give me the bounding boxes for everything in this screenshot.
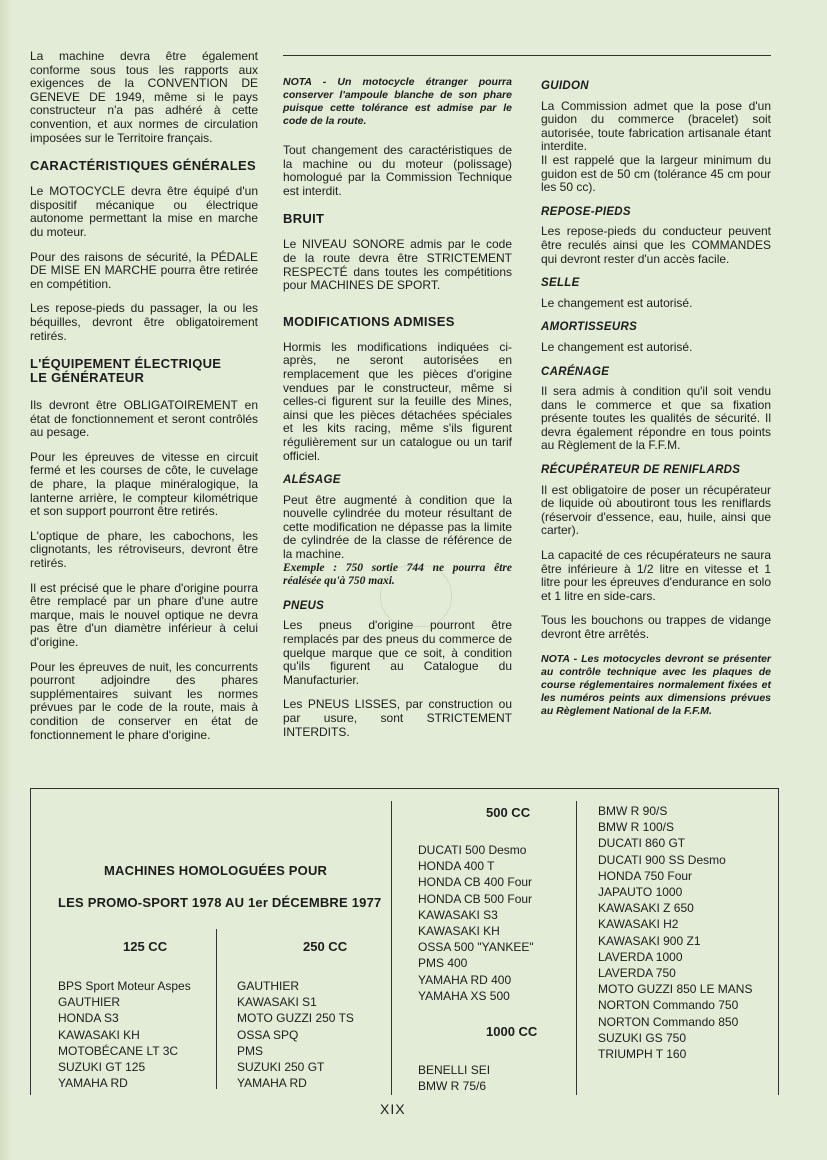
list-item: BENELLI SEI	[418, 1063, 491, 1077]
list-item: NORTON Commando 750	[598, 998, 739, 1013]
paragraph-changement: Tout changement des caractéristiques de la machine ou du moteur (polissage) homologué par la Commission Technique est interdit.	[283, 143, 512, 198]
paragraph-motocycle: Le MOTOCYCLE devra être équipé d'un dispositif mécanique ou électrique autonome permettant la mise en marche du moteur.	[30, 184, 258, 239]
heading-equipement	[30, 357, 258, 385]
list-item: HONDA CB 400 Four	[418, 875, 533, 890]
paragraph-repose-pieds: Les repose-pieds du conducteur peuvent être reculés ainsi que les COMMANDES qui devront rester d'un accès facile.	[541, 224, 771, 266]
heading-pneus: PNEUS	[283, 599, 325, 612]
paragraph-selle: Le changement est autorisé.	[541, 295, 693, 310]
heading-125cc: 125 CC	[123, 939, 168, 954]
list-item: YAMAHA RD	[58, 1076, 128, 1091]
list-item: MOTO GUZZI 850 LE MANS	[598, 982, 753, 997]
paragraph-capacite: La capacité de ces récupérateurs ne saura être inférieure à 1/2 litre en vitesse et 1 litre pour les épreuves d'endurance en solo et 1 litre en side-cars.	[541, 548, 771, 603]
list-item: OSSA 500 "YANKEE"	[418, 940, 534, 955]
list-item: HONDA 750 Four	[598, 868, 693, 883]
box-title-line1: MACHINES HOMOLOGUÉES POUR	[104, 863, 328, 878]
page-edge	[0, 0, 12, 1160]
list-item: SUZUKI GS 750	[598, 1030, 687, 1045]
paragraph-modifications: Hormis les modifications indiquées ci-après, ne seront autorisées en remplacement que les pièces d'origine vendues par le constructeur, même si celles-ci figurent sur la feuille des Mines, ainsi que les pièces détachées spéciales et les kits racing, même s'ils figurent régulièrement sur un catalogue ou un tarif officiel.	[283, 339, 512, 463]
machines-homologuees-box	[30, 788, 779, 1095]
list-item: HONDA CB 500 Four	[418, 891, 533, 906]
list-item: BMW R 100/S	[598, 820, 675, 835]
list-item: KAWASAKI S1	[237, 995, 317, 1010]
heading-bruit: BRUIT	[283, 211, 325, 227]
heading-caracteristiques: CARACTÉRISTIQUES GÉNÉRALES	[30, 158, 256, 174]
list-item: KAWASAKI 900 Z1	[598, 933, 701, 948]
list-item: MOTOBÉCANE LT 3C	[58, 1043, 179, 1058]
list-item: KAWASAKI KH	[58, 1027, 140, 1042]
paragraph-amortisseurs: Le changement est autorisé.	[541, 339, 693, 354]
list-item: HONDA S3	[58, 1011, 119, 1026]
paragraph-bouchons: Tous les bouchons ou trappes de vidange devront être arrêtés.	[541, 613, 771, 641]
paragraph-obligatoirement: Ils devront être OBLIGATOIREMENT en état de fonctionnement et seront contrôlés au pesage.	[30, 398, 258, 440]
list-125cc	[58, 978, 191, 1091]
heading-500cc: 500 CC	[486, 805, 531, 820]
list-item: KAWASAKI Z 650	[598, 901, 694, 916]
paragraph-pedale: Pour des raisons de sécurité, la PÉDALE DE MISE EN MARCHE pourra être retirée en compétition.	[30, 249, 258, 291]
heading-recuperateur: RÉCUPÉRATEUR DE RENIFLARDS	[541, 464, 741, 477]
paragraph-exemple: Exemple : 750 sortie 744 ne pourra être réalésée qu'à 750 maxi.	[283, 561, 512, 588]
list-item: LAVERDA 750	[598, 966, 676, 981]
rule-1000	[576, 801, 577, 1095]
list-item: BMW R 90/S	[598, 804, 668, 818]
list-item: KAWASAKI H2	[598, 917, 679, 932]
box-title-line2: LES PROMO-SPORT 1978 AU 1er DÉCEMBRE 1977	[58, 895, 382, 910]
paragraph-nuit: Pour les épreuves de nuit, les concurrents pourront adjoindre des phares supplémentaires suivant les normes prévues par le code de la route, mais à condition de conserver en état de fonctionnement le phare d'origine.	[30, 659, 258, 742]
nota-plaques: NOTA - Les motocycles devront se présenter au contrôle technique avec les plaques de course réglementaires normalement fixées et les numéros peints aux dimensions prévues au Règlement National de la F.F.M.	[541, 652, 771, 717]
heading-amortisseurs: AMORTISSEURS	[541, 321, 638, 334]
paragraph-vitesse: Pour les épreuves de vitesse en circuit fermé et les courses de côte, le cuvelage de phare, la plaque minéralogique, la lanterne arrière, le compteur kilométrique et son support pourront être retirés.	[30, 449, 258, 519]
column-1	[30, 50, 258, 753]
list-item: MOTO GUZZI 250 TS	[237, 1011, 354, 1026]
paragraph-phare-origine: Il est précisé que le phare d'origine pourra être remplacé par un phare d'une autre marque, mais le nouvel optique ne devra pas être d'un diamètre inférieur à celui d'origine.	[30, 580, 258, 649]
list-item: OSSA SPQ	[237, 1027, 299, 1042]
paragraph-bruit: Le NIVEAU SONORE admis par le code de la route devra être STRICTEMENT RESPECTÉ dans toutes les compétitions pour MACHINES DE SPORT.	[283, 237, 512, 293]
heading-equipement-line1: L'ÉQUIPEMENT ÉLECTRIQUE	[30, 356, 222, 372]
list-item: HONDA 400 T	[418, 859, 495, 874]
heading-1000cc: 1000 CC	[486, 1024, 538, 1039]
list-500cc	[418, 842, 534, 1004]
list-item: SUZUKI GT 125	[58, 1060, 146, 1075]
list-item: PMS	[237, 1043, 264, 1058]
page-number: XIX	[380, 1101, 406, 1117]
paragraph-guidon-2: Il est rappelé que la largeur minimum du guidon est de 50 cm (tolérance 45 cm pour les 50 cc).	[541, 152, 771, 195]
paragraph-carenage: Il sera admis à condition qu'il soit vendu dans le commerce et que sa fixation présente toutes les qualités de sécurité. Il devra également répondre en tous points au Règlement de la F.F.M.	[541, 384, 771, 453]
list-item: GAUTHIER	[58, 995, 121, 1010]
list-250cc	[237, 978, 354, 1091]
heading-modifications: MODIFICATIONS ADMISES	[283, 313, 455, 329]
list-item: YAMAHA RD 400	[418, 972, 512, 987]
rule-500	[391, 801, 392, 1095]
heading-selle: SELLE	[541, 277, 580, 290]
rule-125-250	[216, 929, 217, 1089]
list-item: YAMAHA RD	[237, 1076, 307, 1091]
heading-carenage: CARÉNAGE	[541, 365, 610, 378]
list-item: KAWASAKI KH	[418, 924, 500, 939]
paragraph-pneus-lisses: Les PNEUS LISSES, par construction ou par usure, sont STRICTEMENT INTERDITS.	[283, 697, 512, 739]
paragraph-optique: L'optique de phare, les cabochons, les clignotants, les rétroviseurs, devront être retirés.	[30, 528, 258, 571]
paragraph-intro: La machine devra être également conforme sous tous les rapports aux exigences de la CONVENTION DE GENEVE DE 1949, même si le pays constructeur n'a pas adhéré à cette convention, et aux normes de circulation imposées sur le Territoire français.	[30, 49, 258, 145]
paragraph-guidon-1: La Commission admet que la pose d'un guidon du commerce (bracelet) soit autorisée, toute fabrication artisanale étant interdite.	[541, 98, 771, 154]
heading-guidon: GUIDON	[541, 80, 589, 92]
list-item: YAMAHA XS 500	[418, 988, 510, 1003]
list-item: DUCATI 900 SS Desmo	[598, 852, 726, 867]
list-item: BMW R 75/6	[418, 1079, 487, 1094]
list-item: TRIUMPH T 160	[598, 1047, 687, 1062]
list-item: BPS Sport Moteur Aspes	[58, 979, 191, 993]
list-item: PMS 400	[418, 956, 468, 971]
list-item: LAVERDA 1000	[598, 949, 683, 964]
heading-repose-pieds: REPOSE-PIEDS	[541, 205, 631, 218]
list-item: DUCATI 500 Desmo	[418, 843, 527, 857]
list-item: JAPAUTO 1000	[598, 885, 683, 900]
list-item: GAUTHIER	[237, 979, 300, 993]
list-item: NORTON Commando 850	[598, 1014, 739, 1029]
list-1000cc-b	[598, 803, 752, 1062]
nota-ampoule: NOTA - Un motocycle étranger pourra conserver l'ampoule blanche de son phare puisque cette tolérance est admise par le code de la route.	[283, 76, 512, 127]
list-1000cc-a	[418, 1062, 490, 1094]
paragraph-alesage: Peut être augmenté à condition que la nouvelle cylindrée du moteur résultant de cette modification ne dépasse pas la limite de cylindrée de la classe de référence de la machine.	[283, 492, 512, 562]
list-item: KAWASAKI S3	[418, 907, 498, 922]
heading-alesage: ALÉSAGE	[283, 474, 341, 487]
list-item: SUZUKI 250 GT	[237, 1060, 325, 1075]
top-rule	[283, 55, 771, 56]
list-item: DUCATI 860 GT	[598, 836, 686, 851]
paragraph-repose-passager: Les repose-pieds du passager, la ou les béquilles, devront être obligatoirement retirés.	[30, 301, 258, 343]
paragraph-recuperateur: Il est obligatoire de poser un récupérateur de liquide où aboutiront tous les reniflards (réservoir d'essence, eau, huile, ainsi que carter).	[541, 482, 771, 538]
paragraph-pneus: Les pneus d'origine pourront être remplacés par des pneus du commerce de quelque marque que ce soit, à condition qu'ils figurent au Catalogue du Manufacturier.	[283, 618, 512, 687]
column-2	[283, 76, 512, 750]
column-3	[541, 80, 771, 729]
heading-250cc: 250 CC	[303, 939, 348, 954]
heading-equipement-line2: LE GÉNÉRATEUR	[30, 370, 145, 386]
